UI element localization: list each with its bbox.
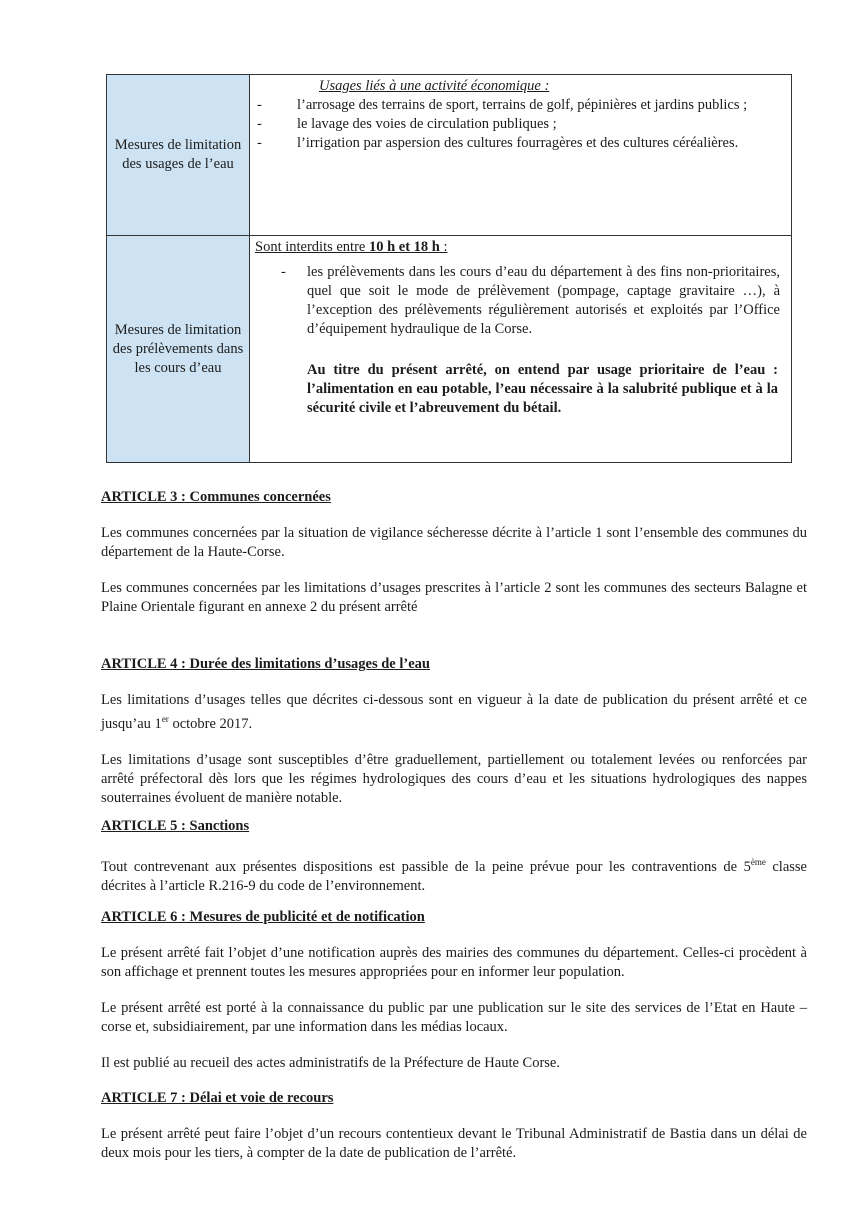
priority-note: Au titre du présent arrêté, on entend par usage prioritaire de l’eau : l’alimentation en eau potable, l’eau nécessaire à la salubrité publique et à la sécurité civile et l’abreuvement du bétail. bbox=[307, 362, 778, 416]
article-3 bbox=[101, 488, 807, 617]
intro-line: Sont interdits entre 10 h et 18 h : bbox=[255, 239, 448, 255]
paragraph: Le présent arrêté fait l’objet d’une notification auprès des mairies des communes du département. Celles-ci procèdent à son affichage et prennent toutes les mesures appropriées pour en informer leur population. bbox=[101, 945, 807, 980]
article-6 bbox=[101, 908, 807, 1073]
list-item: - les prélèvements dans les cours d’eau du département à des fins non-prioritaires, quel que soit le mode de prélèvement (pompage, captage gravitaire …), à l’exception des prélèvements régulièrement autorisés et exploités par l’Office d’équipement hydraulique de la Corse. bbox=[281, 264, 780, 337]
paragraph: Le présent arrêté peut faire l’objet d’un recours contentieux devant le Tribunal Administratif de Bastia dans un délai de deux mois pour les tiers, à compter de la date de publication de l’arrêté. bbox=[101, 1126, 807, 1161]
article-title: ARTICLE 5 : Sanctions bbox=[101, 818, 250, 834]
paragraph: Il est publié au recueil des actes administratifs de la Préfecture de Haute Corse. bbox=[101, 1055, 560, 1071]
row-body-usages bbox=[250, 75, 792, 236]
paragraph: Le présent arrêté est porté à la connaissance du public par une publication sur le site des services de l’Etat en Haute – corse et, subsidiairement, par une information dans les médias locaux. bbox=[101, 1000, 807, 1035]
list-item: - l’arrosage des terrains de sport, terrains de golf, pépinières et jardins publics ; bbox=[257, 97, 748, 113]
paragraph: Tout contrevenant aux présentes dispositions est passible de la peine prévue pour les contraventions de 5ème classe décrites à l’article R.216-9 du code de l’environnement. bbox=[101, 857, 807, 894]
sub-heading: Usages liés à une activité économique : bbox=[319, 78, 550, 94]
paragraph: Les limitations d’usages telles que décrites ci-dessous sont en vigueur à la date de publication du présent arrêté et ce jusqu’au 1er octobre 2017. bbox=[101, 692, 807, 732]
article-5 bbox=[101, 817, 807, 896]
article-title: ARTICLE 7 : Délai et voie de recours bbox=[101, 1090, 334, 1106]
table-row-prelevements bbox=[107, 236, 792, 463]
article-4 bbox=[101, 655, 807, 808]
article-title: ARTICLE 3 : Communes concernées bbox=[101, 489, 331, 505]
paragraph: Les limitations d’usage sont susceptibles d’être graduellement, partiellement ou totalement levées ou renforcées par arrêté préfectoral dès lors que les régimes hydrologiques des cours d’eau et les situations hydrologiques des nappes souterraines évoluent de manière notable. bbox=[101, 751, 807, 806]
row-body-prelevements bbox=[250, 236, 792, 463]
row-label-prelevements: Mesures de limitation des prélèvements dans les cours d’eau bbox=[107, 236, 250, 463]
paragraph: Les communes concernées par la situation de vigilance sécheresse décrite à l’article 1 sont l’ensemble des communes du département de la Haute-Corse. bbox=[101, 525, 807, 560]
table-row-usages bbox=[107, 75, 792, 236]
row-label-usages: Mesures de limitation des usages de l’eau bbox=[107, 75, 250, 236]
article-title: ARTICLE 6 : Mesures de publicité et de notification bbox=[101, 909, 425, 925]
paragraph: Les communes concernées par les limitations d’usages prescrites à l’article 2 sont les communes des secteurs Balagne et Plaine Orientale figurant en annexe 2 du présent arrêté bbox=[101, 580, 807, 615]
measures-table bbox=[106, 74, 792, 463]
list-item: - l’irrigation par aspersion des cultures fourragères et des cultures céréalières. bbox=[257, 135, 739, 151]
article-title: ARTICLE 4 : Durée des limitations d’usages de l’eau bbox=[101, 656, 430, 672]
article-7 bbox=[101, 1089, 807, 1163]
list-item: - le lavage des voies de circulation publiques ; bbox=[257, 116, 557, 132]
